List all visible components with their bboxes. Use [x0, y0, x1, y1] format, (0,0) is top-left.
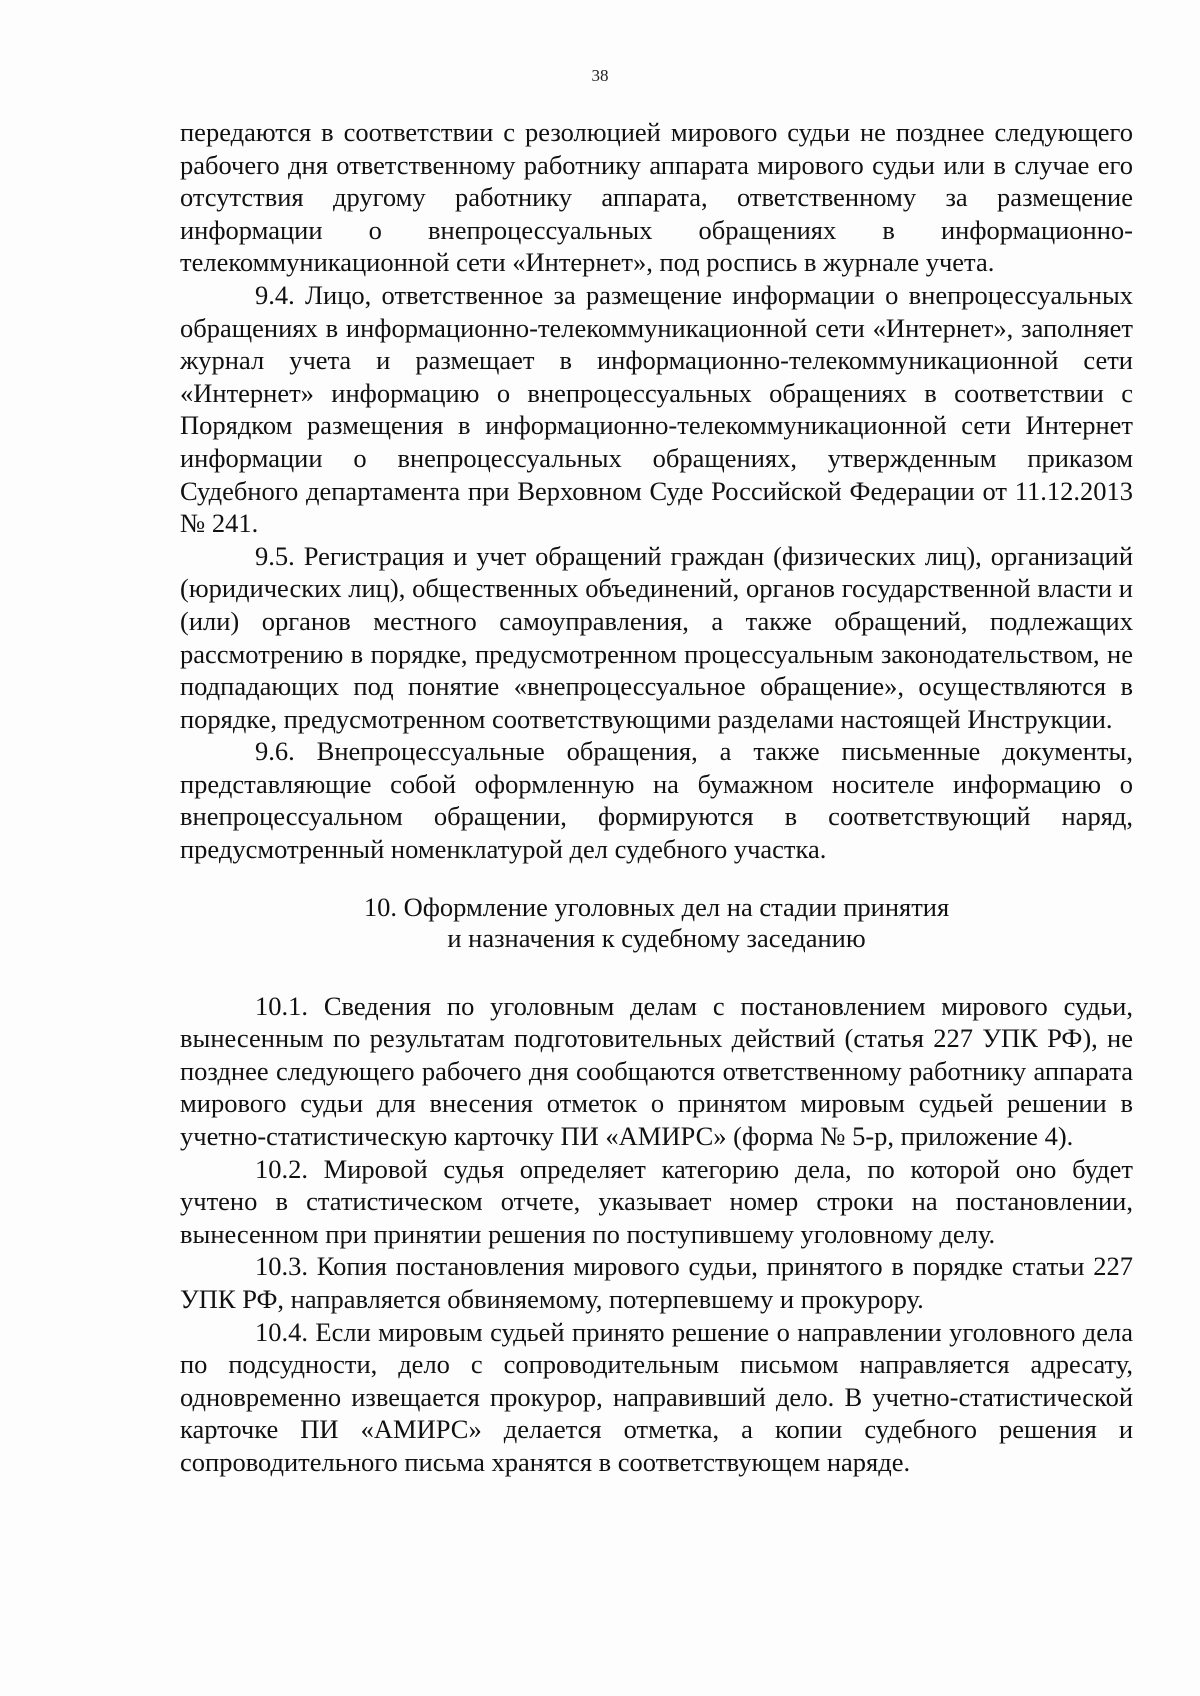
document-body: [180, 116, 1133, 1479]
paragraph-9-5: 9.5. Регистрация и учет обращений граждан (физических лиц), организаций (юридических лиц), общественных объединений, органов государственной власти и (или) органов местного самоуправления, а также обращений, подлежащих рассмотрению в порядке, предусмотренном процессуальным законодательством, не подпадающих под понятие «внепроцессуальное обращение», осуществляются в порядке, предусмотренном соответствующими разделами настоящей Инструкции.: [180, 540, 1133, 734]
section-heading-line-2: и назначения к судебному заседанию: [447, 922, 866, 953]
paragraph-9-6: 9.6. Внепроцессуальные обращения, а также письменные документы, представляющие собой оформленную на бумажном носителе информацию о внепроцессуальном обращении, формируются в соответствующий наряд, предусмотренный номенклатурой дел судебного участка.: [180, 736, 1133, 865]
paragraph-9-4: 9.4. Лицо, ответственное за размещение информации о внепроцессуальных обращениях в информационно-телекоммуникационной сети «Интернет», заполняет журнал учета и размещает в информационно-телекоммуникационной сети «Интернет» информацию о внепроцессуальных обращениях в соответствии с Порядком размещения в информационно-телекоммуникационной сети Интернет информации о внепроцессуальных обращениях, утвержденным приказом Судебного департамента при Верховном Суде Российской Федерации от 11.12.2013 № 241.: [180, 279, 1133, 539]
paragraph-10-2: 10.2. Мировой судья определяет категорию дела, по которой оно будет учтено в статистическом отчете, указывает номер строки на постановлении, вынесенном при принятии решения по поступившему уголовному делу.: [180, 1153, 1133, 1249]
paragraph-10-3: 10.3. Копия постановления мирового судьи, принятого в порядке статьи 227 УПК РФ, направляется обвиняемому, потерпевшему и прокурору.: [180, 1251, 1133, 1314]
paragraph-continuation: передаются в соответствии с резолюцией мирового судьи не позднее следующего рабочего дня ответственному работнику аппарата мирового судьи или в случае его отсутствия другому работнику аппарата, ответственному за размещение информации о внепроцессуальных обращениях в информационно-телекоммуникационной сети «Интернет», под роспись в журнале учета.: [180, 117, 1133, 278]
section-heading: [180, 892, 1133, 954]
page-number: 38: [591, 66, 609, 85]
section-heading-line-1: 10. Оформление уголовных дел на стадии принятия: [363, 891, 950, 922]
paragraph-10-1: 10.1. Сведения по уголовным делам с постановлением мирового судьи, вынесенным по результатам подготовительных действий (статья 227 УПК РФ), не позднее следующего рабочего дня сообщаются ответственному работнику аппарата мирового судьи для внесения отметок о принятом мировым судьей решении в учетно-статистическую карточку ПИ «АМИРС» (форма № 5-р, приложение 4).: [180, 990, 1133, 1152]
paragraph-10-4: 10.4. Если мировым судьей принято решение о направлении уголовного дела по подсудности, дело с сопроводительным письмом направляется адресату, одновременно извещается прокурор, направивший дело. В учетно-статистической карточке ПИ «АМИРС» делается отметка, а копии судебного решения и сопроводительного письма хранятся в соответствующем наряде.: [180, 1316, 1133, 1477]
